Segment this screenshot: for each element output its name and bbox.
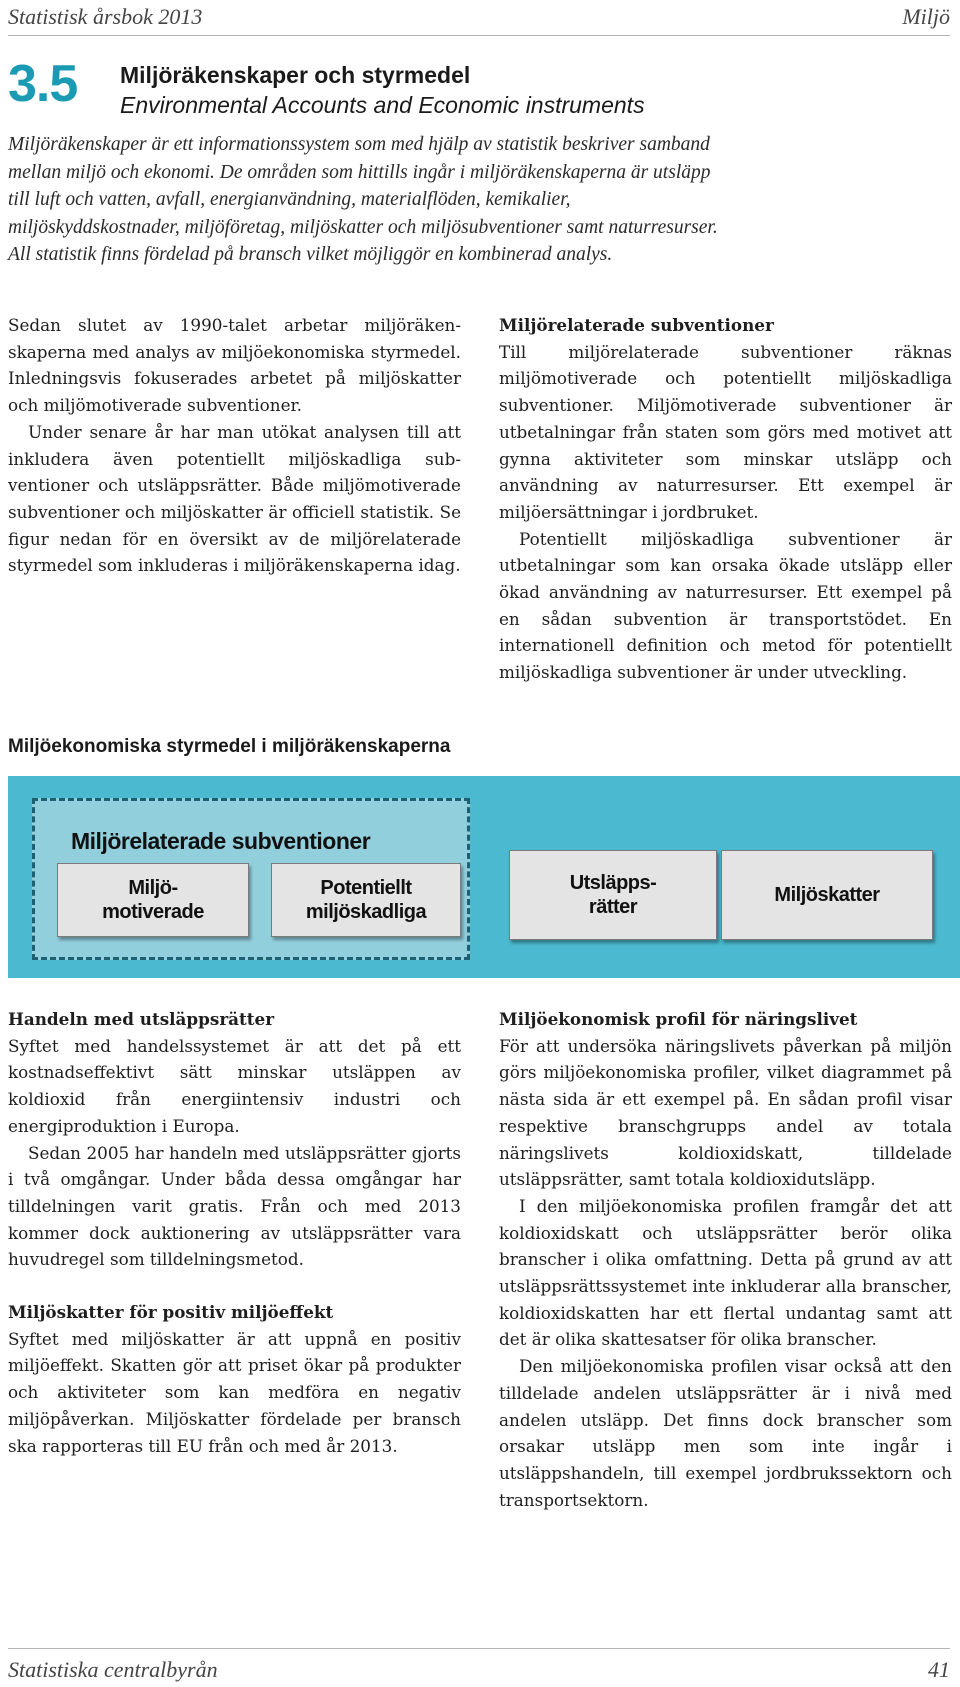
body-paragraph: I den miljöekonomiska profilen framgår det att koldioxidskatt och utsläppsrätter berör olika branscher i olika omfattning. Detta på grund av att utsläppsrättssystemet inte inkluderar alla branscher, koldioxidskatten har ett flertal undantag samt att det är olika skattesatser för olika branscher. (499, 1195, 952, 1350)
body-paragraph: Sedan 2005 har handeln med utsläppsrätter gjorts i två omgångar. Under båda dessa omgångar har tilldelningen varit gratis. Från och med 2013 kommer dock auktionering av utsläppsrätter vara huvudregel som tilldelningsmetod. (8, 1142, 461, 1270)
body-paragraph: Under senare år har man utökat analysen till att inkludera även potentiellt miljöskadliga subventioner och utsläppsrätter. Både miljömotiverade subventioner och miljöskatter är officiell statistik. Se figur nedan för en översikt av de miljörelaterade styrmedel som inkluderas i miljöräkenskaperna idag. (8, 421, 461, 576)
section-heading: Handeln med utsläppsrätter (8, 1009, 275, 1029)
running-header (8, 4, 950, 36)
page-footer (8, 1648, 950, 1684)
chapter-title-swedish: Miljöräkenskaper och styrmedel (120, 62, 471, 88)
chapter-title-english: Environmental Accounts and Economic instruments (120, 92, 645, 118)
subsidies-group-label: Miljörelaterade subventioner (71, 828, 371, 854)
box-miljomotiverade (57, 863, 249, 937)
publication-name: Statistisk årsbok 2013 (8, 4, 203, 29)
upper-right-column (499, 312, 952, 686)
section-heading: Miljöekonomisk profil för näringslivet (499, 1009, 858, 1029)
box-miljoskatter (721, 850, 933, 940)
body-paragraph: Potentiellt miljöskadliga subventioner är utbetalningar som kan orsaka ökade utsläpp eller ökad användning av naturresurser. Ett exempel på en sådan subvention är transportstödet. En internationell definition och metod för potentiellt miljöskadliga subventioner är under utveckling. (499, 528, 952, 683)
subsidies-group (32, 798, 470, 960)
page-number: 41 (928, 1657, 950, 1682)
section-spacer (8, 1273, 461, 1299)
lower-right-column (499, 1006, 952, 1513)
lower-left-column (8, 1006, 461, 1459)
chapter-number: 3.5 (8, 55, 78, 113)
figure-panel (8, 776, 960, 978)
box-label: Miljöskatter (774, 884, 880, 906)
box-label: Miljö- motiverade (102, 877, 204, 923)
body-paragraph: Den miljöekonomiska profilen visar också att den tilldelade andelen utsläppsrätter är i nivå med andelen utsläpp. Det finns dock branscher som orsakar utsläpp men som inte ingår i utsläppshandeln, till exempel jordbrukssektorn och transportsektorn. (499, 1356, 952, 1510)
section-name: Miljö (902, 4, 950, 29)
publisher-name: Statistiska centralbyrån (8, 1657, 218, 1682)
box-potentiellt-miljoskadliga (271, 863, 461, 937)
body-paragraph: Syftet med handelssystemet är att det på ett kostnadseffektivt sätt minskar utsläppen av koldioxid från energiintensiv industri och energiproduktion i Europa. (8, 1035, 461, 1136)
body-paragraph: Till miljörelaterade subventioner räknas miljömotiverade och potentiellt miljöskadliga subventioner. Miljömotiverade subventioner är utbetalningar från staten som görs med motivet att gynna aktiviteter som minskar utsläpp och användning av naturresurser. Ett exempel är miljöersättningar i jordbruket. (499, 341, 952, 522)
section-heading: Miljörelaterade subventioner (499, 315, 774, 335)
box-utslappsratter (509, 850, 717, 940)
box-label: Utsläpps- rätter (569, 872, 657, 918)
upper-left-column (8, 312, 461, 579)
body-paragraph: Sedan slutet av 1990-talet arbetar miljöräkenskaperna med analys av miljöekonomiska styrmedel. Inledningsvis fokuserades arbetet på miljöskatter och miljömotiverade subventioner. (8, 315, 461, 416)
body-paragraph: För att undersöka näringslivets påverkan på miljön görs miljöekonomiska profiler, vilket diagrammet på nästa sida är ett exempel på. En sådan profil visar respektive branschgrupps andel av totala näringslivets koldioxidskatt, tilldelade utsläppsrätter, samt totala koldioxidutsläpp. (499, 1035, 952, 1190)
figure-title: Miljöekonomiska styrmedel i miljöräkenskaperna (8, 736, 451, 757)
intro-paragraph: Miljöräkenskaper är ett informationssystem som med hjälp av statistik beskriver samband mellan miljö och ekonomi. De områden som hittills ingår i miljöräkenskaperna är utsläpp till luft och vatten, avfall, energianvändning, materialflöden, kemikalier, miljöskyddskostnader, miljöföretag, miljöskatter och miljösubventioner samt naturresurser. All statistik finns fördelad på bransch vilket möjliggör en kombinerad analys. (8, 134, 718, 265)
section-heading: Miljöskatter för positiv miljöeffekt (8, 1302, 334, 1323)
box-label: Potentiellt miljöskadliga (305, 877, 427, 923)
body-paragraph: Syftet med miljöskatter är att uppnå en positiv miljöeffekt. Skatten gör att priset ökar på produkter och aktiviteter som kan medföra en negativ miljöpåverkan. Miljöskatter fördelade per bransch ska rapporteras till EU från och med år 2013. (8, 1328, 461, 1456)
